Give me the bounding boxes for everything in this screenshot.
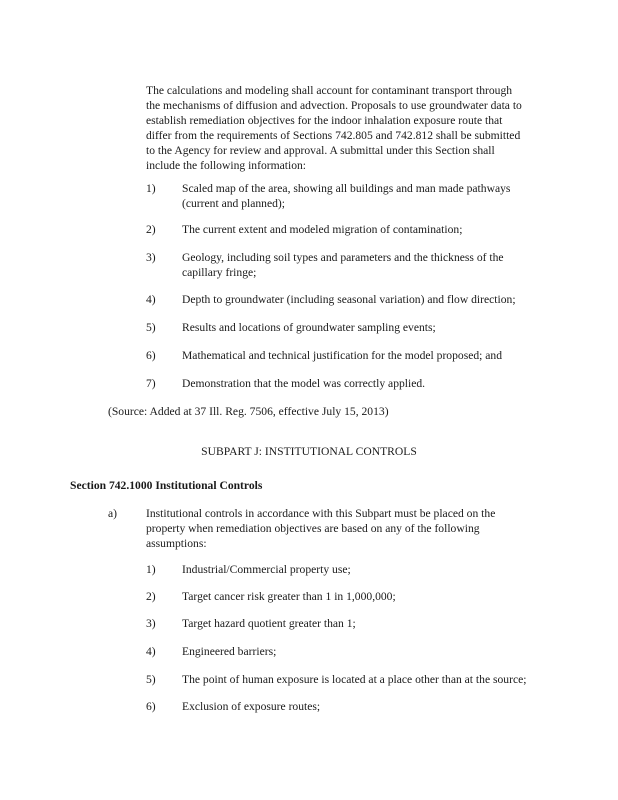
sub-item-number: 6) — [146, 700, 156, 713]
intro-line: differ from the requirements of Sections 742.805 and 742.812 shall be submitted — [146, 129, 521, 142]
sub-item-number: 3) — [146, 617, 156, 630]
sub-item-text: The point of human exposure is located at a place other than at the source; — [182, 673, 527, 686]
list-item-number: 7) — [146, 377, 156, 390]
sub-item-text: Target hazard quotient greater than 1; — [182, 617, 356, 630]
intro-paragraph — [146, 83, 546, 173]
list-item-text: (current and planned); — [182, 197, 286, 210]
list-item-number: 6) — [146, 349, 156, 362]
list-item-number: 4) — [146, 293, 156, 306]
sub-item-number: 4) — [146, 645, 156, 658]
list-item-text: capillary fringe; — [182, 266, 257, 279]
subsection-text: assumptions: — [146, 537, 207, 550]
intro-line: to the Agency for review and approval. A submittal under this Section shall — [146, 144, 495, 157]
sub-item-text: Target cancer risk greater than 1 in 1,000,000; — [182, 590, 396, 603]
subsection-text: Institutional controls in accordance with this Subpart must be placed on the — [146, 507, 496, 520]
list-item-number: 1) — [146, 182, 156, 195]
list-item-text: The current extent and modeled migration of contamination; — [182, 223, 463, 236]
section-heading: Section 742.1000 Institutional Controls — [70, 479, 263, 492]
intro-line: The calculations and modeling shall account for contaminant transport through — [146, 84, 513, 97]
subsection-label: a) — [108, 507, 118, 520]
list-item-number: 5) — [146, 321, 156, 334]
source-note: (Source: Added at 37 Ill. Reg. 7506, effective July 15, 2013) — [108, 405, 389, 418]
subpart-title: SUBPART J: INSTITUTIONAL CONTROLS — [201, 445, 417, 458]
list-item-text: Results and locations of groundwater sampling events; — [182, 321, 436, 334]
list-item-text: Depth to groundwater (including seasonal variation) and flow direction; — [182, 293, 516, 306]
subsection-text: property when remediation objectives are based on any of the following — [146, 522, 480, 535]
sub-item-text: Exclusion of exposure routes; — [182, 700, 321, 713]
sub-item-number: 5) — [146, 673, 156, 686]
intro-line: the mechanisms of diffusion and advection. Proposals to use groundwater data to — [146, 99, 522, 112]
list-item-text: Geology, including soil types and parameters and the thickness of the — [182, 251, 504, 264]
sub-item-text: Industrial/Commercial property use; — [182, 563, 351, 576]
sub-item-number: 1) — [146, 563, 156, 576]
list-item-number: 2) — [146, 223, 156, 236]
list-item-text: Mathematical and technical justification for the model proposed; and — [182, 349, 503, 362]
intro-line: establish remediation objectives for the indoor inhalation exposure route that — [146, 114, 503, 127]
list-item-number: 3) — [146, 251, 156, 264]
sub-item-number: 2) — [146, 590, 156, 603]
list-item-text: Scaled map of the area, showing all buildings and man made pathways — [182, 182, 511, 195]
list-item-text: Demonstration that the model was correctly applied. — [182, 377, 426, 390]
intro-line: include the following information: — [146, 159, 307, 172]
sub-item-text: Engineered barriers; — [182, 645, 277, 658]
